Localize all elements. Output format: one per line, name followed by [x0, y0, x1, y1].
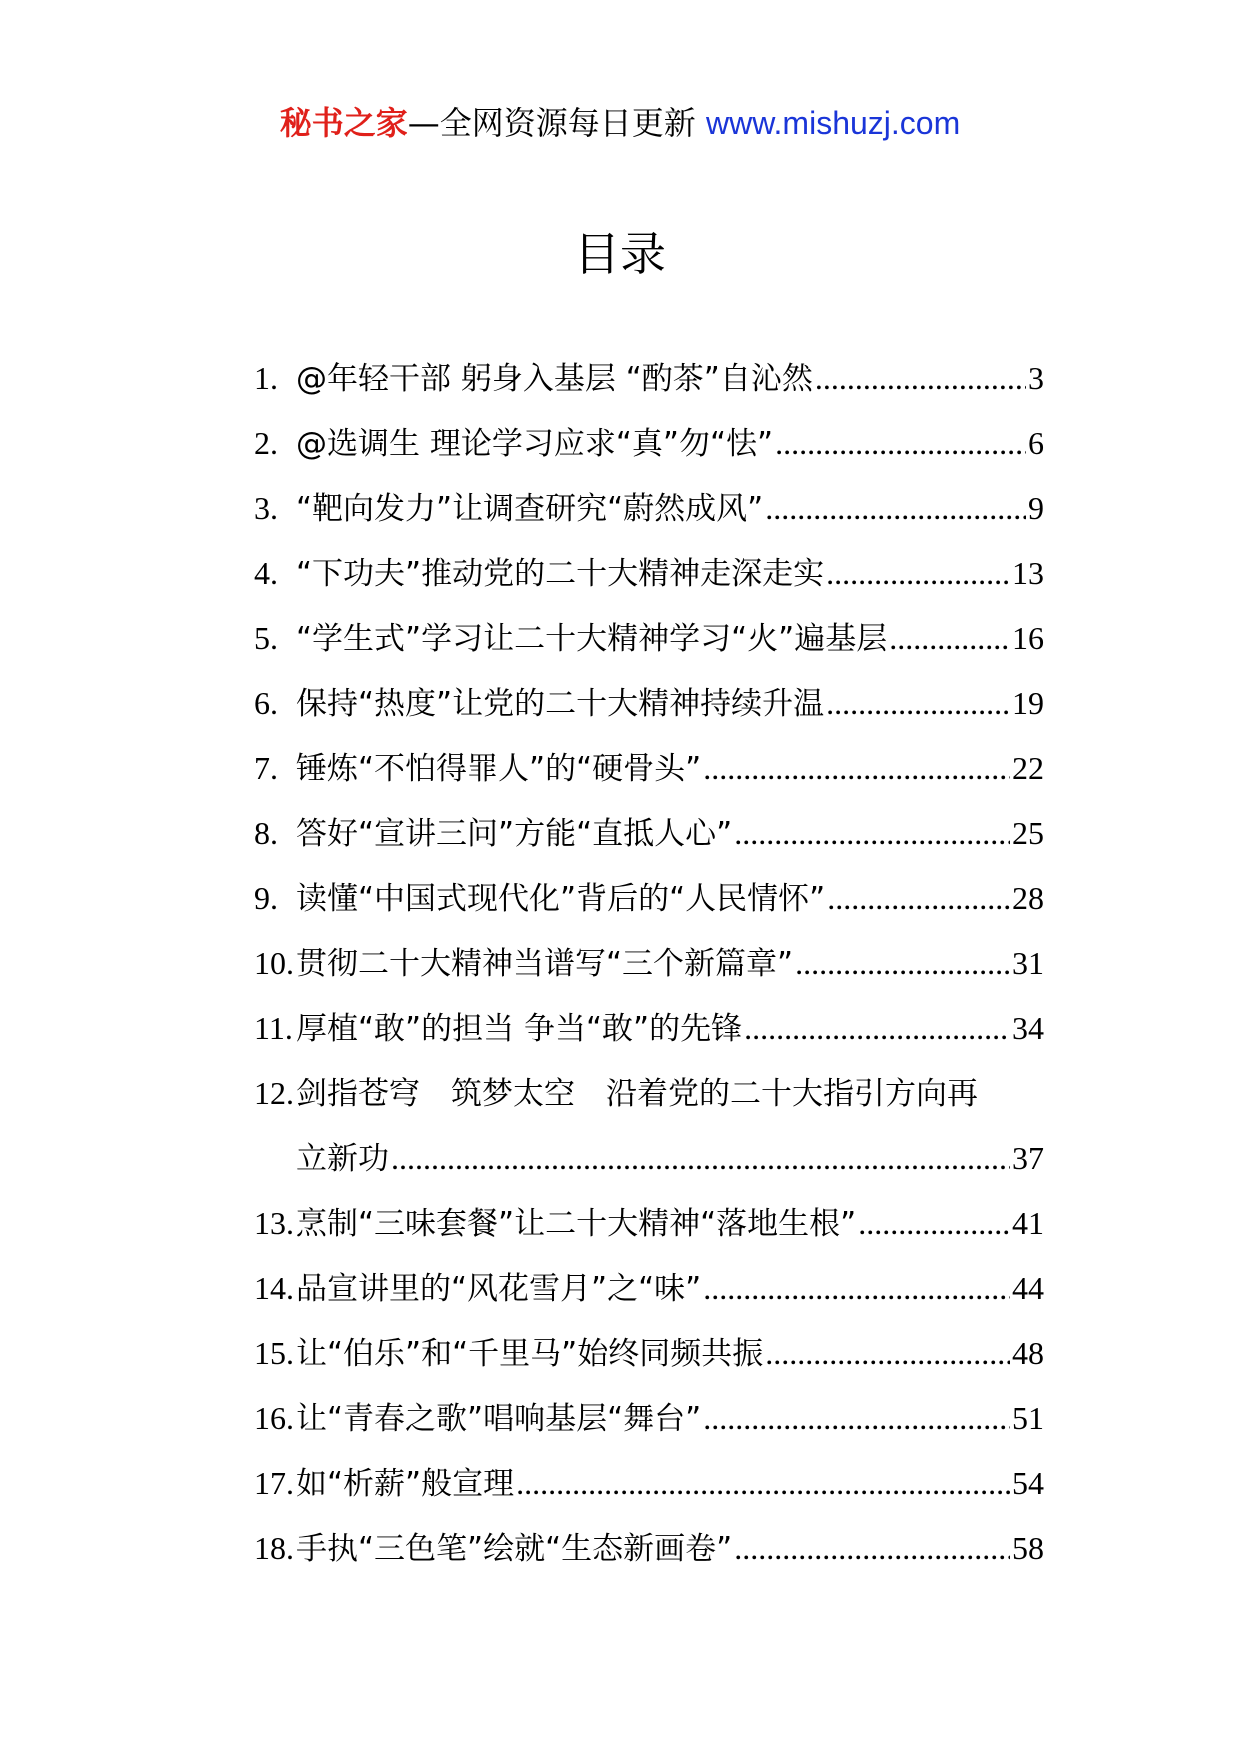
brand-name: 秘书之家: [279, 104, 408, 142]
toc-title: 贯彻二十大精神当谱写“三个新篇章”: [296, 946, 794, 982]
toc-entry[interactable]: [254, 875, 1044, 940]
toc-page-number: 19: [1012, 685, 1044, 721]
dot-leader: [765, 1330, 1010, 1376]
dot-leader: [734, 1525, 1010, 1571]
dot-leader: [775, 420, 1026, 466]
toc-entry[interactable]: [254, 1005, 1044, 1070]
toc-page-number: 41: [1012, 1205, 1044, 1241]
toc-page-number: 16: [1012, 620, 1044, 656]
toc-title: 剑指苍穹 筑梦太空 沿着党的二十大指引方向再: [296, 1076, 978, 1112]
toc-page-number: 13: [1012, 555, 1044, 591]
site-header: [0, 100, 1240, 146]
dot-leader: [703, 1395, 1010, 1441]
toc-entry[interactable]: [254, 355, 1044, 420]
toc-page-number: 6: [1028, 425, 1044, 461]
toc-entry[interactable]: [254, 1395, 1044, 1460]
toc-number: 12.: [254, 1075, 294, 1111]
toc-page-number: 28: [1012, 880, 1044, 916]
dot-leader: [827, 875, 1010, 921]
toc-title: 烹制“三味套餐”让二十大精神“落地生根”: [296, 1206, 857, 1242]
toc-title: @年轻干部 躬身入基层 “酌茶”自沁然: [296, 361, 813, 397]
toc-number: 16.: [254, 1400, 294, 1436]
dot-leader: [516, 1460, 1010, 1506]
dot-leader: [703, 745, 1010, 791]
toc-title: “靶向发力”让调查研究“蔚然成风”: [296, 491, 764, 527]
dot-leader: [734, 810, 1010, 856]
toc-entry[interactable]: [254, 550, 1044, 615]
table-of-contents: [254, 355, 1044, 1590]
toc-page-number: 22: [1012, 750, 1044, 786]
toc-page-number: 37: [1012, 1140, 1044, 1176]
toc-number: 3.: [254, 490, 278, 526]
toc-number: 9.: [254, 880, 278, 916]
toc-entry[interactable]: [254, 485, 1044, 550]
dot-leader: [703, 1265, 1010, 1311]
toc-number: 10.: [254, 945, 294, 981]
toc-title: “下功夫”推动党的二十大精神走深走实: [296, 556, 825, 592]
toc-number: 11.: [254, 1010, 293, 1046]
toc-entry[interactable]: [254, 745, 1044, 810]
dot-leader: [815, 355, 1026, 401]
dot-leader: [889, 615, 1010, 661]
toc-entry[interactable]: [254, 680, 1044, 745]
toc-page-number: 9: [1028, 490, 1044, 526]
toc-page-number: 48: [1012, 1335, 1044, 1371]
toc-entry[interactable]: [254, 420, 1044, 485]
toc-page-number: 25: [1012, 815, 1044, 851]
toc-number: 13.: [254, 1205, 294, 1241]
toc-title: 品宣讲里的“风花雪月”之“味”: [296, 1271, 702, 1307]
dot-leader: [744, 1005, 1010, 1051]
toc-title: 读懂“中国式现代化”背后的“人民情怀”: [296, 881, 826, 917]
toc-title: 如“析薪”般宣理: [296, 1466, 515, 1502]
toc-title: 让“青春之歌”唱响基层“舞台”: [296, 1401, 702, 1437]
toc-title: 让“伯乐”和“千里马”始终同频共振: [296, 1336, 764, 1372]
toc-number: 14.: [254, 1270, 294, 1306]
dot-leader: [795, 940, 1010, 986]
toc-number: 7.: [254, 750, 278, 786]
dot-leader: [765, 485, 1026, 531]
toc-number: 2.: [254, 425, 278, 461]
toc-number: 5.: [254, 620, 278, 656]
toc-page-number: 44: [1012, 1270, 1044, 1306]
toc-entry[interactable]: [254, 1330, 1044, 1395]
dot-leader: [826, 680, 1010, 726]
toc-title: 保持“热度”让党的二十大精神持续升温: [296, 686, 825, 722]
toc-number: 6.: [254, 685, 278, 721]
toc-title-continued: 立新功: [296, 1141, 389, 1177]
toc-page-number: 58: [1012, 1530, 1044, 1566]
toc-entry[interactable]: [254, 940, 1044, 1005]
toc-page-number: 31: [1012, 945, 1044, 981]
site-url-link[interactable]: www.mishuzj.com: [705, 105, 961, 141]
toc-number: 1.: [254, 360, 278, 396]
toc-entry[interactable]: [254, 1460, 1044, 1525]
toc-number: 4.: [254, 555, 278, 591]
toc-title: “学生式”学习让二十大精神学习“火”遍基层: [296, 621, 888, 657]
dot-leader: [826, 550, 1010, 596]
toc-number: 17.: [254, 1465, 294, 1501]
toc-title: 手执“三色笔”绘就“生态新画卷”: [296, 1531, 733, 1567]
toc-entry[interactable]: [254, 1265, 1044, 1330]
toc-number: 18.: [254, 1530, 294, 1566]
dot-leader: [858, 1200, 1010, 1246]
toc-title: 厚植“敢”的担当 争当“敢”的先锋: [296, 1011, 743, 1047]
toc-entry[interactable]: [254, 1525, 1044, 1590]
toc-entry[interactable]: [254, 1200, 1044, 1265]
dot-leader: [391, 1135, 1010, 1181]
toc-number: 8.: [254, 815, 278, 851]
toc-entry[interactable]: [254, 810, 1044, 875]
toc-page-number: 3: [1028, 360, 1044, 396]
toc-page-number: 54: [1012, 1465, 1044, 1501]
toc-title: 锤炼“不怕得罪人”的“硬骨头”: [296, 751, 702, 787]
toc-page-number: 51: [1012, 1400, 1044, 1436]
toc-number: 15.: [254, 1335, 294, 1371]
toc-title: @选调生 理论学习应求“真”勿“怯”: [296, 426, 774, 462]
header-tagline: —全网资源每日更新: [407, 104, 706, 142]
toc-title: 答好“宣讲三问”方能“直抵人心”: [296, 816, 733, 852]
toc-entry[interactable]: [254, 615, 1044, 680]
toc-entry[interactable]: [254, 1070, 1044, 1200]
toc-page-number: 34: [1012, 1010, 1044, 1046]
page-title: 目录: [574, 227, 666, 281]
